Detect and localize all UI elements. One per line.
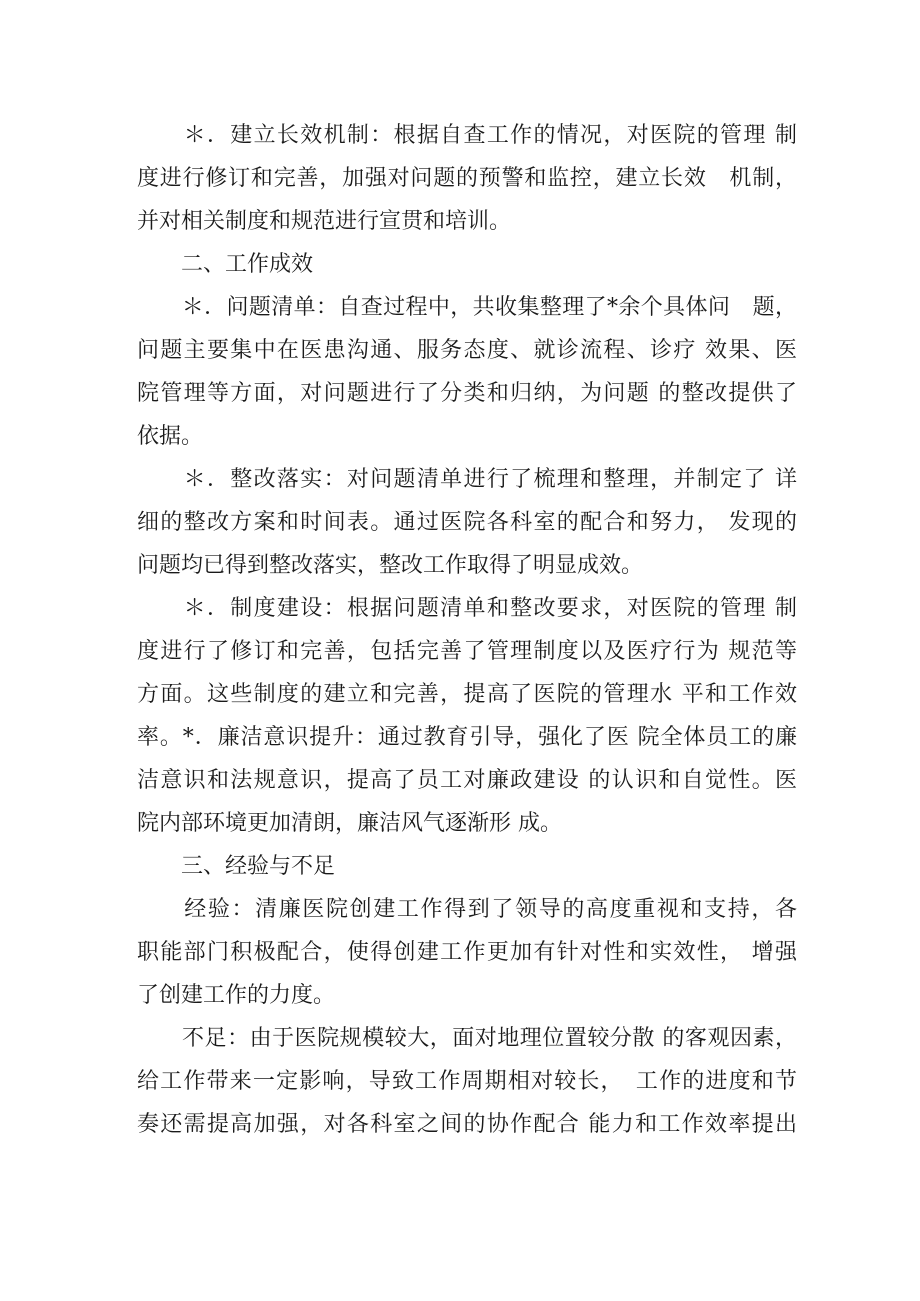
- text-line: ＊．整改落实：对问题清单进行了梳理和整理，并制定了 详: [137, 467, 797, 492]
- text-line: 问题主要集中在医患沟通、服务态度、就诊流程、诊疗 效果、医: [137, 338, 797, 363]
- text-line: 奏还需提高加强，对各科室之间的协作配合 能力和工作效率提出: [137, 1112, 797, 1137]
- text-line: 细的整改方案和时间表。通过医院各科室的配合和努力， 发现的: [137, 510, 797, 535]
- text-line: 给工作带来一定影响，导致工作周期相对较长， 工作的进度和节: [137, 1069, 797, 1094]
- text-line: 率。*．廉洁意识提升：通过教育引导，强化了医 院全体员工的廉: [137, 725, 797, 750]
- section-heading: 二、工作成效: [137, 252, 314, 277]
- text-line: 不足：由于医院规模较大，面对地理位置较分散 的客观因素，: [137, 1026, 797, 1051]
- text-line: 经验：清廉医院创建工作得到了领导的高度重视和支持，各: [137, 897, 797, 922]
- text-line: 院管理等方面，对问题进行了分类和归纳，为问题 的整改提供了: [137, 381, 797, 406]
- text-line: 职能部门积极配合，使得创建工作更加有针对性和实效性， 增强: [137, 940, 797, 965]
- section-heading: 三、经验与不足: [137, 854, 336, 879]
- text-line: 了创建工作的力度。: [137, 983, 336, 1008]
- text-line: ＊．建立长效机制：根据自查工作的情况，对医院的管理 制: [137, 123, 797, 148]
- text-line: 依据。: [137, 424, 204, 449]
- text-line: 洁意识和法规意识，提高了员工对廉政建设 的认识和自觉性。医: [137, 768, 797, 793]
- text-line: ＊．问题清单：自查过程中，共收集整理了*余个具体问 题，: [137, 295, 797, 320]
- text-line: ＊．制度建设：根据问题清单和整改要求，对医院的管理 制: [137, 596, 797, 621]
- text-line: 度进行修订和完善，加强对问题的预警和监控，建立长效 机制，: [137, 166, 797, 191]
- text-line: 度进行了修订和完善，包括完善了管理制度以及医疗行为 规范等: [137, 639, 797, 664]
- text-line: 并对相关制度和规范进行宣贯和培训。: [137, 209, 512, 234]
- document-body: [137, 114, 797, 1146]
- text-line: 院内部环境更加清朗，廉洁风气逐渐形 成。: [137, 811, 562, 836]
- text-line: 问题均已得到整改落实，整改工作取得了明显成效。: [137, 553, 644, 578]
- text-line: 方面。这些制度的建立和完善，提高了医院的管理水 平和工作效: [137, 682, 797, 707]
